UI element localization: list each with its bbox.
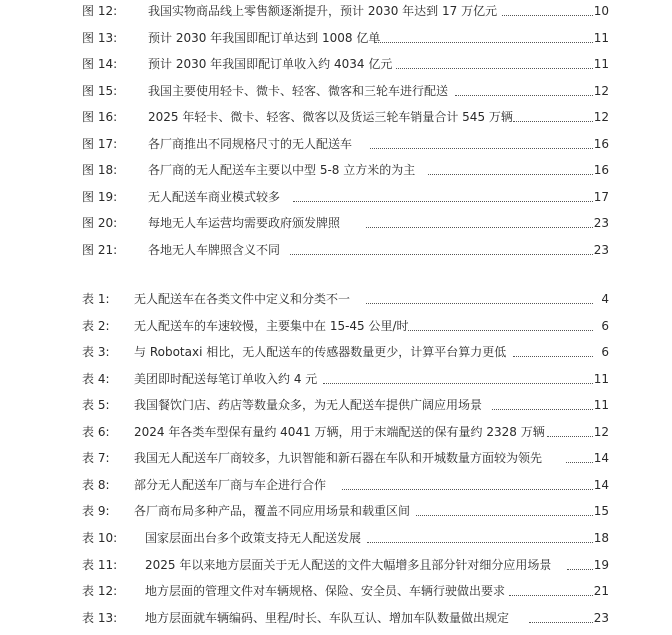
leader-dots <box>396 68 593 69</box>
page-number: 15 <box>593 504 609 519</box>
figure-label: 图 16: <box>82 110 118 125</box>
figure-entry[interactable] <box>0 187 672 207</box>
table-label: 表 8: <box>82 477 110 492</box>
figure-title: 预计 2030 年我国即配订单收入约 4034 亿元 <box>148 57 393 72</box>
figure-entry[interactable] <box>0 160 672 180</box>
table-title: 无人配送车的车速较慢，主要集中在 15-45 公里/时 <box>134 318 409 333</box>
figure-title: 无人配送车商业模式较多 <box>148 189 281 204</box>
table-title: 我国餐饮门店、药店等数量众多，为无人配送车提供广阔应用场景 <box>134 398 483 413</box>
figure-entry[interactable] <box>0 28 672 48</box>
page-number: 6 <box>601 318 609 333</box>
table-label: 表 4: <box>82 371 110 386</box>
leader-dots <box>455 95 593 96</box>
table-title: 各厂商布局多种产品，覆盖不同应用场景和载重区间 <box>134 504 411 519</box>
leader-dots <box>492 409 593 410</box>
figure-title: 各地无人车牌照含义不同 <box>148 242 281 257</box>
table-entry[interactable] <box>0 342 672 362</box>
page-number: 12 <box>593 424 609 439</box>
table-label: 表 12: <box>82 584 118 599</box>
leader-dots <box>293 201 593 202</box>
leader-dots <box>566 462 593 463</box>
table-entry[interactable] <box>0 422 672 442</box>
leader-dots <box>428 174 593 175</box>
table-entry[interactable] <box>0 316 672 336</box>
figure-label: 图 15: <box>82 83 118 98</box>
figure-title: 我国实物商品线上零售额逐渐提升，预计 2030 年达到 17 万亿元 <box>148 4 498 18</box>
table-title: 无人配送车在各类文件中定义和分类不一 <box>134 292 351 306</box>
figure-entry[interactable] <box>0 240 672 260</box>
table-label: 表 1: <box>82 292 110 306</box>
page-number: 11 <box>593 30 609 45</box>
leader-dots <box>509 595 593 596</box>
table-title: 部分无人配送车厂商与车企进行合作 <box>134 477 327 492</box>
page-number: 21 <box>593 584 609 599</box>
figure-title: 各厂商的无人配送车主要以中型 5-8 立方米的为主 <box>148 163 416 178</box>
page-number: 16 <box>593 136 609 151</box>
leader-dots <box>366 227 593 228</box>
table-entry[interactable] <box>0 581 672 601</box>
table-title: 我国无人配送车厂商较多，九识智能和新石器在车队和开城数量方面较为领先 <box>134 451 543 466</box>
table-entry[interactable] <box>0 289 672 309</box>
table-entry[interactable] <box>0 501 672 521</box>
leader-dots <box>547 436 593 437</box>
page-number: 23 <box>593 216 609 231</box>
page-number: 18 <box>593 530 609 545</box>
page-number: 12 <box>593 110 609 125</box>
leader-dots <box>370 148 593 149</box>
leader-dots <box>290 254 593 255</box>
table-title: 地方层面的管理文件对车辆规格、保险、安全员、车辆行驶做出要求 <box>145 584 506 599</box>
page-number: 14 <box>593 451 609 466</box>
table-entry[interactable] <box>0 528 672 548</box>
table-label: 表 6: <box>82 424 110 439</box>
figure-entry[interactable] <box>0 54 672 74</box>
table-label: 表 9: <box>82 504 110 519</box>
page-number: 4 <box>601 292 609 306</box>
figure-entry[interactable] <box>0 134 672 154</box>
leader-dots <box>342 489 593 490</box>
leader-dots <box>529 622 593 623</box>
leader-dots <box>513 356 593 357</box>
table-entry[interactable] <box>0 555 672 575</box>
table-title: 地方层面就车辆编码、里程/时长、车队互认、增加车队数量做出规定 <box>145 610 510 625</box>
figure-title: 每地无人车运营均需要政府颁发牌照 <box>148 216 341 231</box>
figure-label: 图 18: <box>82 163 118 178</box>
figure-label: 图 21: <box>82 242 118 257</box>
table-title: 与 Robotaxi 相比，无人配送车的传感器数量更少，计算平台算力更低 <box>134 345 507 360</box>
figure-title: 各厂商推出不同规格尺寸的无人配送车 <box>148 136 353 151</box>
figure-entry[interactable] <box>0 1 672 21</box>
figure-entry[interactable] <box>0 213 672 233</box>
table-label: 表 10: <box>82 530 118 545</box>
page-number: 12 <box>593 83 609 98</box>
table-label: 表 11: <box>82 557 118 572</box>
page-number: 19 <box>593 557 609 572</box>
page-number: 10 <box>593 4 609 18</box>
table-entry[interactable] <box>0 395 672 415</box>
page-number: 11 <box>593 371 609 386</box>
table-label: 表 3: <box>82 345 110 360</box>
figure-entry[interactable] <box>0 81 672 101</box>
page-number: 14 <box>593 477 609 492</box>
page-number: 16 <box>593 163 609 178</box>
leader-dots <box>366 303 593 304</box>
page-number: 17 <box>593 189 609 204</box>
page-number: 23 <box>593 242 609 257</box>
leader-dots <box>513 121 593 122</box>
page-number: 23 <box>593 610 609 625</box>
leader-dots <box>375 42 593 43</box>
table-title: 2025 年以来地方层面关于无人配送的文件大幅增多且部分针对细分应用场景 <box>145 557 552 572</box>
figure-title: 我国主要使用轻卡、微卡、轻客、微客和三轮车进行配送 <box>148 83 449 98</box>
figure-label: 图 19: <box>82 189 118 204</box>
figure-label: 图 17: <box>82 136 118 151</box>
table-entry[interactable] <box>0 448 672 468</box>
page-number: 11 <box>593 57 609 72</box>
table-label: 表 13: <box>82 610 118 625</box>
page-number: 11 <box>593 398 609 413</box>
figure-label: 图 20: <box>82 216 118 231</box>
figure-title: 预计 2030 年我国即配订单达到 1008 亿单 <box>148 30 381 45</box>
figure-label: 图 13: <box>82 30 118 45</box>
table-title: 国家层面出台多个政策支持无人配送发展 <box>145 530 362 545</box>
leader-dots <box>367 542 593 543</box>
figure-entry[interactable] <box>0 107 672 127</box>
table-title: 美团即时配送每笔订单收入约 4 元 <box>134 371 318 386</box>
figure-label: 图 12: <box>82 4 118 18</box>
leader-dots <box>408 330 593 331</box>
leader-dots <box>567 569 593 570</box>
table-label: 表 5: <box>82 398 110 413</box>
table-entry[interactable] <box>0 475 672 495</box>
table-entry[interactable] <box>0 608 672 628</box>
table-title: 2024 年各类车型保有量约 4041 万辆，用于末端配送的保有量约 2328 万辆 <box>134 424 545 439</box>
figure-label: 图 14: <box>82 57 118 72</box>
figure-title: 2025 年轻卡、微卡、轻客、微客以及货运三轮车销量合计 545 万辆 <box>148 110 513 125</box>
table-entry[interactable] <box>0 369 672 389</box>
page-number: 6 <box>601 345 609 360</box>
leader-dots <box>323 383 593 384</box>
table-label: 表 2: <box>82 318 110 333</box>
leader-dots <box>502 15 593 16</box>
table-label: 表 7: <box>82 451 110 466</box>
leader-dots <box>416 515 593 516</box>
